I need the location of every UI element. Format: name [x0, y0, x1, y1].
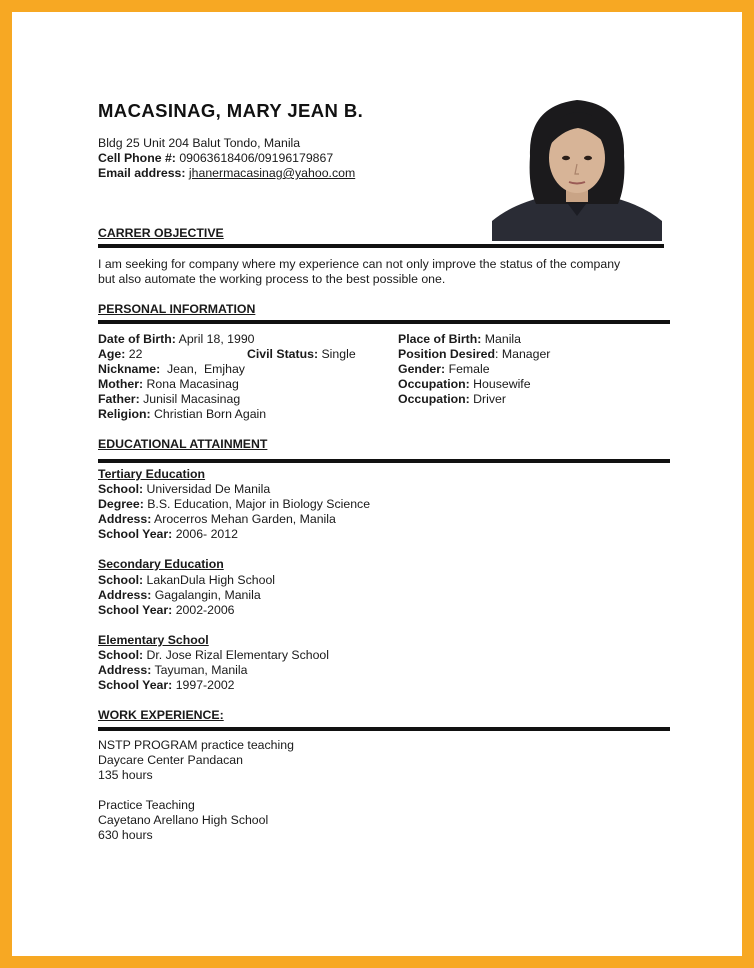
- tertiary-school-year: [98, 527, 238, 542]
- objective-heading: CARRER OBJECTIVE: [98, 226, 224, 240]
- age-label: Age:: [98, 347, 126, 361]
- elementary-school: [98, 648, 329, 663]
- work-heading: WORK EXPERIENCE:: [98, 708, 224, 722]
- applicant-name: MACASINAG, MARY JEAN B.: [98, 100, 364, 121]
- objective-divider: [98, 244, 664, 248]
- personal-info-divider: [98, 320, 670, 324]
- cell-phone-label: Cell Phone #:: [98, 151, 176, 165]
- school-year-label: School Year:: [98, 678, 173, 692]
- job-2-title: Practice Teaching: [98, 798, 195, 812]
- address-value: Arocerros Mehan Garden, Manila: [151, 512, 336, 526]
- mother-label: Mother:: [98, 377, 144, 391]
- dob-value: April 18, 1990: [175, 332, 255, 346]
- secondary-title: Secondary Education: [98, 557, 224, 571]
- school-value: Dr. Jose Rizal Elementary School: [143, 648, 329, 662]
- school-label: School:: [98, 482, 144, 496]
- father-value: Junisil Macasinag: [139, 392, 241, 406]
- dob-label: Date of Birth:: [98, 332, 176, 346]
- job-1-title: NSTP PROGRAM practice teaching: [98, 738, 294, 752]
- school-value: LakanDula High School: [143, 573, 276, 587]
- civil-status-label: Civil Status:: [247, 347, 319, 361]
- tertiary-address: [98, 512, 336, 527]
- secondary-school-year: [98, 603, 235, 618]
- school-label: School:: [98, 573, 144, 587]
- objective-text-line-1: I am seeking for company where my experience can not only improve the status of the company: [98, 257, 621, 271]
- position-label: Position Desired: [398, 347, 496, 361]
- place-of-birth: [398, 332, 521, 347]
- secondary-school: [98, 573, 275, 588]
- resume-page: [12, 12, 742, 956]
- nickname-value: Jean, Emjhay: [160, 362, 245, 376]
- elementary-school-year: [98, 678, 235, 693]
- age: [98, 347, 142, 362]
- civil-status: [247, 347, 356, 362]
- school-year-value: 2002-2006: [172, 603, 235, 617]
- father-occupation: [398, 392, 506, 407]
- father-label: Father:: [98, 392, 140, 406]
- job-1-place: Daycare Center Pandacan: [98, 753, 243, 767]
- address-label: Address:: [98, 512, 152, 526]
- degree-value: B.S. Education, Major in Biology Science: [143, 497, 371, 511]
- education-heading: EDUCATIONAL ATTAINMENT: [98, 437, 268, 451]
- profile-photo: [492, 86, 662, 241]
- position-desired: [398, 347, 550, 362]
- cell-phone-value: 09063618406/09196179867: [175, 151, 334, 165]
- mother-value: Rona Macasinag: [143, 377, 239, 391]
- mother: [98, 377, 239, 392]
- occupation-value: Driver: [469, 392, 506, 406]
- age-value: 22: [125, 347, 143, 361]
- position-value: : Manager: [495, 347, 551, 361]
- occupation-label: Occupation:: [398, 392, 470, 406]
- civil-status-value: Single: [318, 347, 356, 361]
- gender: [398, 362, 490, 377]
- email-line: [98, 166, 355, 181]
- gender-label: Gender:: [398, 362, 446, 376]
- job-2-hours: 630 hours: [98, 828, 153, 842]
- job-2-place: Cayetano Arellano High School: [98, 813, 269, 827]
- objective-text-line-2: but also automate the working process to the best possible one.: [98, 272, 446, 286]
- religion-value: Christian Born Again: [150, 407, 267, 421]
- school-year-label: School Year:: [98, 527, 173, 541]
- tertiary-title: Tertiary Education: [98, 467, 206, 481]
- elementary-title: Elementary School: [98, 633, 209, 647]
- religion-label: Religion:: [98, 407, 151, 421]
- job-1-hours: 135 hours: [98, 768, 153, 782]
- address-line: Bldg 25 Unit 204 Balut Tondo, Manila: [98, 136, 301, 150]
- elementary-address: [98, 663, 247, 678]
- religion: [98, 407, 266, 422]
- work-divider: [98, 727, 670, 731]
- nickname: [98, 362, 245, 377]
- school-value: Universidad De Manila: [143, 482, 271, 496]
- date-of-birth: [98, 332, 255, 347]
- nickname-label: Nickname:: [98, 362, 161, 376]
- tertiary-school: [98, 482, 270, 497]
- school-year-label: School Year:: [98, 603, 173, 617]
- tertiary-degree: [98, 497, 370, 512]
- address-value: Tayuman, Manila: [151, 663, 248, 677]
- pob-value: Manila: [481, 332, 522, 346]
- school-label: School:: [98, 648, 144, 662]
- cell-phone-line: [98, 151, 333, 166]
- pob-label: Place of Birth:: [398, 332, 482, 346]
- father: [98, 392, 240, 407]
- mother-occupation: [398, 377, 531, 392]
- occupation-value: Housewife: [469, 377, 531, 391]
- gender-value: Female: [445, 362, 490, 376]
- secondary-address: [98, 588, 261, 603]
- email-label: Email address:: [98, 166, 186, 180]
- school-year-value: 2006- 2012: [172, 527, 238, 541]
- school-year-value: 1997-2002: [172, 678, 235, 692]
- education-divider: [98, 459, 670, 463]
- address-label: Address:: [98, 663, 152, 677]
- address-value: Gagalangin, Manila: [151, 588, 261, 602]
- portrait-image: [492, 86, 662, 241]
- occupation-label: Occupation:: [398, 377, 470, 391]
- email-link[interactable]: jhanermacasinag@yahoo.com: [188, 166, 356, 180]
- personal-info-heading: PERSONAL INFORMATION: [98, 302, 256, 316]
- address-label: Address:: [98, 588, 152, 602]
- degree-label: Degree:: [98, 497, 144, 511]
